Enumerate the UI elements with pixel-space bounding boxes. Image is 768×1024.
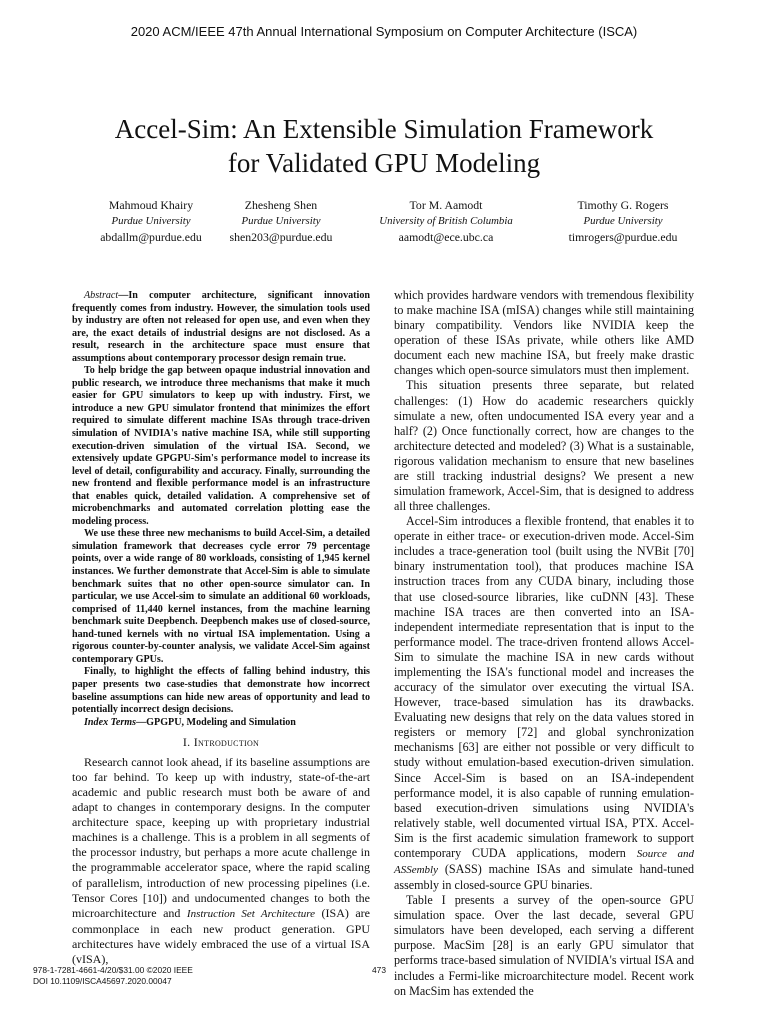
title-line-2: for Validated GPU Modeling — [227, 148, 541, 178]
conference-header: 2020 ACM/IEEE 47th Annual International Symposium on Computer Architecture (ISCA) — [130, 24, 638, 39]
section-heading-introduction: I. Introduction — [182, 735, 260, 750]
author-affiliation: Purdue University — [111, 215, 191, 227]
author-4 — [546, 197, 700, 245]
author-2 — [216, 197, 346, 245]
page-number: 473 — [372, 965, 386, 975]
abstract-dash: — — [118, 290, 129, 301]
title-line-1: Accel-Sim: An Extensible Simulation Framework — [114, 114, 654, 144]
index-terms-text: —GPGPU, Modeling and Simulation — [136, 716, 296, 728]
author-affiliation: University of British Columbia — [379, 215, 513, 227]
author-name: Timothy G. Rogers — [577, 198, 669, 212]
author-email: timrogers@purdue.edu — [568, 230, 678, 244]
right-paragraph-1: which provides hardware vendors with tremendous flexibility to make machine ISA (mISA) changes while still maintaining binary compatibility. Vendors like NVIDIA keep the operation of these ISAs private, while others like AMD document each new machine ISA, but freely make drastic changes which open-source simulators must then implement. — [394, 288, 694, 378]
index-terms — [72, 717, 370, 730]
author-1 — [86, 197, 216, 245]
right-column — [394, 288, 694, 999]
abstract-paragraph-4: Finally, to highlight the effects of falling behind industry, this paper presents two case-studies that demonstrate how incorrect baseline assumptions can hide new areas of opportunity and lead to potentially incorrect design decisions. — [72, 666, 370, 716]
author-email: aamodt@ece.ubc.ca — [398, 230, 494, 244]
abstract-paragraph-1 — [72, 290, 370, 365]
intro-paragraph-1 — [72, 755, 370, 967]
author-name: Zhesheng Shen — [244, 198, 318, 212]
abstract — [72, 290, 370, 717]
right-text-b: (SASS) machine ISAs and simulate hand-tuned assembly in closed-source GPU binaries. — [394, 861, 694, 893]
author-affiliation: Purdue University — [241, 215, 321, 227]
right-text-a: Accel-Sim introduces a flexible frontend, that enables it to operate in either trace- or execution-driven mode. Accel-Sim includes a trace-generation tool (built using the NVBit [70] binary instrumentation tool), that produces machine ISA instruction traces from any CUDA binary, including those that use closed-source libraries, like cuDNN [43]. These machine ISA traces are then converted into an ISA-independent intermediate representation that is input to the performance model. The trace-driven frontend allows Accel-Sim to simulate the machine ISA in new cards without implementing the ISA's functional model and increases the accuracy of the simulator over executing the virtual ISA. However, trace-based simulation has its drawbacks. Evaluating new designs that rely on the data values stored in registers or memory [72] and global synchronization mechanisms [63] are either not possible or very difficult to study without emulation-based execution-driven simulation. Since Accel-Sim is based on an ISA-independent performance model, it is also capable of running emulation-based execution-driven simulations using NVIDIA's relatively stable, well documented virtual ISA, PTX. Accel-Sim is the first academic simulation framework to support contemporary CUDA applications, modern — [394, 514, 694, 860]
abstract-text-1: In computer architecture, significant innovation frequently comes from industry. However, the simulation tools used by industry are often not released for open use, and even when they are, the exact details of industrial designs are not disclosed. As a result, research in the architecture space must ensure that assumptions about contemporary processor design remain true. — [72, 290, 370, 364]
index-terms-label: Index Terms — [84, 716, 137, 728]
author-name: Mahmoud Khairy — [108, 198, 194, 212]
right-paragraph-4: Table I presents a survey of the open-source GPU simulation space. Over the last decade, several GPU simulators have been developed, each serving a different purpose. MacSim [28] is an early GPU simulator that performs trace-based simulation of NVIDIA's virtual ISA and includes a Fermi-like microarchitecture model. Recent work on MacSim has extended the — [394, 893, 694, 998]
footer-copyright — [33, 965, 193, 987]
right-paragraph-3 — [394, 514, 694, 893]
footer-isbn: 978-1-7281-4661-4/20/$31.00 ©2020 IEEE — [33, 965, 193, 975]
abstract-paragraph-2: To help bridge the gap between opaque industrial innovation and public research, we introduce three mechanisms that make it much easier for GPU simulators to keep up with industry. First, we introduce a new GPU simulator frontend that minimizes the effort required to simulate different machine ISAs through trace-driven simulation of NVIDIA's native machine ISA, while still supporting execution-driven simulation of the virtual ISA. Second, we extensively update GPGPU-Sim's performance model to increase its level of detail, configurability and accuracy. Finally, surrounding the new frontend and flexible performance model is an infrastructure that enables quick, detailed validation. A comprehensive set of microbenchmarks and automated correlation plotting ease the modeling process. — [72, 365, 370, 527]
author-block — [86, 197, 700, 245]
left-column — [72, 290, 370, 967]
author-3 — [346, 197, 546, 245]
right-italic-term: Source and ASSembly — [394, 847, 694, 876]
paper-title — [0, 112, 768, 180]
author-email: abdallm@purdue.edu — [100, 230, 202, 244]
intro-italic-term: Instruction Set Architecture — [186, 907, 316, 920]
abstract-label: Abstract — [84, 290, 119, 301]
footer-doi: DOI 10.1109/ISCA45697.2020.00047 — [33, 976, 172, 986]
intro-text-a: Research cannot look ahead, if its baseline assumptions are too far behind. To keep up with industry, state-of-the-art academic and public research must both be aware of and adapt to changes in contemporary designs. In the computer architecture space, keeping up with proprietary industrial machines is a challenge. This is a problem in all segments of the processor industry, but perhaps a more acute challenge in the programmable accelerator space, where the rapid scaling of parallelism, introduction of new processing pipelines (i.e. Tensor Cores [10]) and undocumented changes to both the microarchitecture and — [72, 755, 370, 920]
right-paragraph-2: This situation presents three separate, but related challenges: (1) How do academic researchers quickly simulate a new, often undocumented ISA every year and a half? (2) Once functionally correct, how are changes to the architecture detected and modeled? (3) What is a sustainable, rigorous validation mechanism to ensure that new baselines are still tracking industrial designs? We present a new simulation framework, Accel-Sim, that is designed to address all three challenges. — [394, 378, 694, 514]
author-affiliation: Purdue University — [583, 215, 663, 227]
author-email: shen203@purdue.edu — [229, 230, 333, 244]
intro-text-b: (ISA) are commonplace in each new product generation. GPU architectures have widely embraced the use of a virtual ISA (vISA), — [72, 905, 370, 966]
author-name: Tor M. Aamodt — [409, 198, 483, 212]
abstract-paragraph-3: We use these three new mechanisms to build Accel-Sim, a detailed simulation framework that decreases cycle error 79 percentage points, over a wide range of 80 workloads, consisting of 1,945 kernel instances. We further demonstrate that Accel-Sim is able to simulate benchmark suites that no other open-source simulator can. In particular, we use Accel-sim to simulate an additional 60 workloads, comprised of 11,440 kernel instances, from the machine learning benchmark suite Deepbench. Deepbench makes use of closed-source, hand-tuned kernels with no virtual ISA implementation. Using a rigorous counter-by-counter analysis, we validate Accel-Sim against contemporary GPUs. — [72, 528, 370, 665]
